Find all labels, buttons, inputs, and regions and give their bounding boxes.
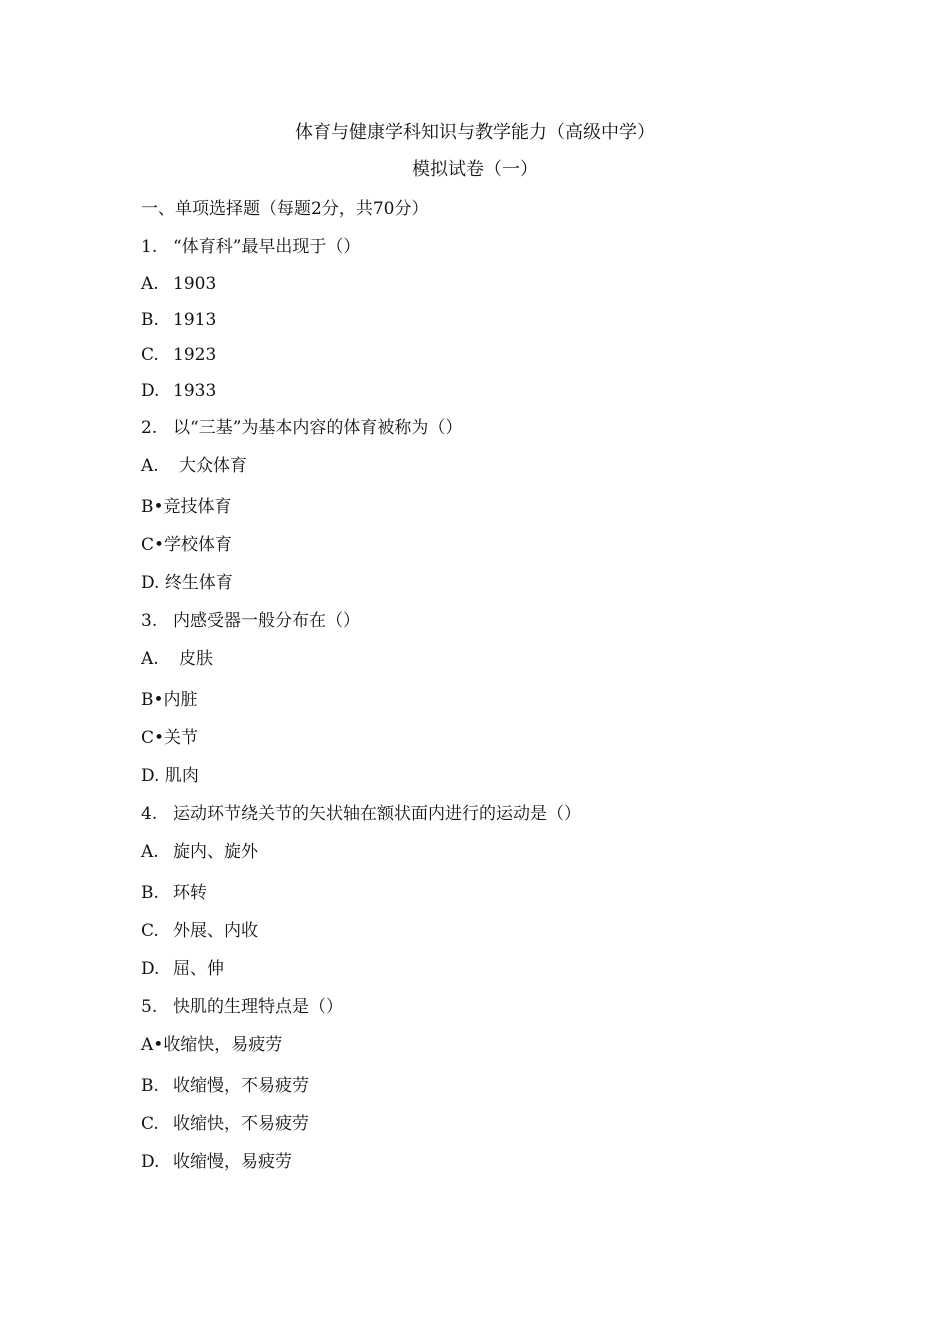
option-text: 外展、内收 — [173, 921, 258, 941]
option-text: 关节 — [164, 728, 199, 748]
question-5-option-a — [141, 1033, 282, 1057]
option-text: 终生体育 — [164, 573, 233, 593]
option-text: 收缩慢，易疲劳 — [173, 1152, 292, 1172]
option-text: 收缩快，不易疲劳 — [173, 1114, 309, 1134]
question-3-option-d — [141, 764, 199, 788]
option-text: 旋内、旋外 — [173, 842, 258, 862]
option-label: B. — [141, 310, 159, 330]
option-label: C• — [141, 728, 165, 748]
question-5-option-d — [141, 1150, 292, 1174]
option-text: 皮肤 — [179, 649, 213, 669]
option-label: C. — [141, 345, 159, 365]
option-text: 1913 — [173, 310, 217, 330]
option-label: B. — [141, 883, 159, 903]
question-5 — [141, 995, 343, 1019]
question-2-option-d — [141, 571, 233, 595]
option-text: 1903 — [173, 274, 217, 294]
question-number: 5. — [141, 997, 158, 1017]
option-label: B• — [141, 690, 164, 710]
question-1-option-b — [141, 308, 216, 332]
option-label: A• — [141, 1035, 164, 1055]
question-5-option-b — [141, 1074, 309, 1098]
question-text: “体育科”最早出现于（） — [173, 237, 361, 257]
question-1-option-c — [141, 343, 216, 367]
question-3 — [141, 609, 360, 633]
option-label: A. — [141, 274, 159, 294]
option-text: 环转 — [173, 883, 207, 903]
option-label: C. — [141, 921, 159, 941]
question-4-option-c — [141, 919, 258, 943]
option-text: 屈、伸 — [173, 959, 224, 979]
document-subtitle: 模拟试卷（一） — [412, 159, 538, 180]
option-label: A. — [141, 649, 159, 669]
question-text: 运动环节绕关节的矢状轴在额状面内进行的运动是（） — [173, 804, 581, 824]
option-label: A. — [141, 842, 159, 862]
question-5-option-c — [141, 1112, 309, 1136]
option-text: 内脏 — [163, 690, 198, 710]
option-label: B. — [141, 1076, 159, 1096]
question-2-option-b — [141, 495, 232, 519]
option-text: 收缩快，易疲劳 — [163, 1035, 283, 1055]
document-title: 体育与健康学科知识与教学能力（高级中学） — [295, 122, 655, 143]
question-4-option-a — [141, 840, 258, 864]
question-3-option-c — [141, 726, 198, 750]
question-text: 内感受器一般分布在（） — [173, 611, 360, 631]
question-number: 2. — [141, 418, 158, 438]
option-text: 收缩慢，不易疲劳 — [173, 1076, 309, 1096]
question-2 — [141, 416, 462, 440]
option-label: B• — [141, 497, 164, 517]
section-heading: 一、单项选择题（每题2分，共70分） — [141, 199, 429, 219]
question-number: 1. — [141, 237, 158, 257]
question-2-option-a — [141, 454, 247, 478]
option-text: 1923 — [173, 345, 217, 365]
question-text: 以“三基”为基本内容的体育被称为（） — [173, 418, 463, 438]
option-text: 大众体育 — [179, 456, 247, 476]
question-2-option-c — [141, 533, 232, 557]
question-3-option-a — [141, 647, 213, 671]
question-3-option-b — [141, 688, 198, 712]
option-text: 竞技体育 — [163, 497, 232, 517]
option-label: D. — [141, 381, 160, 401]
option-text: 学校体育 — [164, 535, 233, 555]
option-text: 1933 — [173, 381, 217, 401]
option-label: C. — [141, 1114, 159, 1134]
question-1-option-a — [141, 272, 216, 296]
question-1-option-d — [141, 379, 216, 403]
option-label: D. — [141, 573, 160, 593]
question-4-option-b — [141, 881, 207, 905]
option-label: A. — [141, 456, 159, 476]
question-1 — [141, 235, 360, 259]
question-number: 4. — [141, 804, 158, 824]
option-label: D. — [141, 766, 160, 786]
option-text: 肌肉 — [164, 766, 199, 786]
question-text: 快肌的生理特点是（） — [173, 997, 343, 1017]
option-label: C• — [141, 535, 165, 555]
question-4-option-d — [141, 957, 224, 981]
question-number: 3. — [141, 611, 158, 631]
question-4 — [141, 802, 581, 826]
option-label: D. — [141, 959, 160, 979]
option-label: D. — [141, 1152, 160, 1172]
